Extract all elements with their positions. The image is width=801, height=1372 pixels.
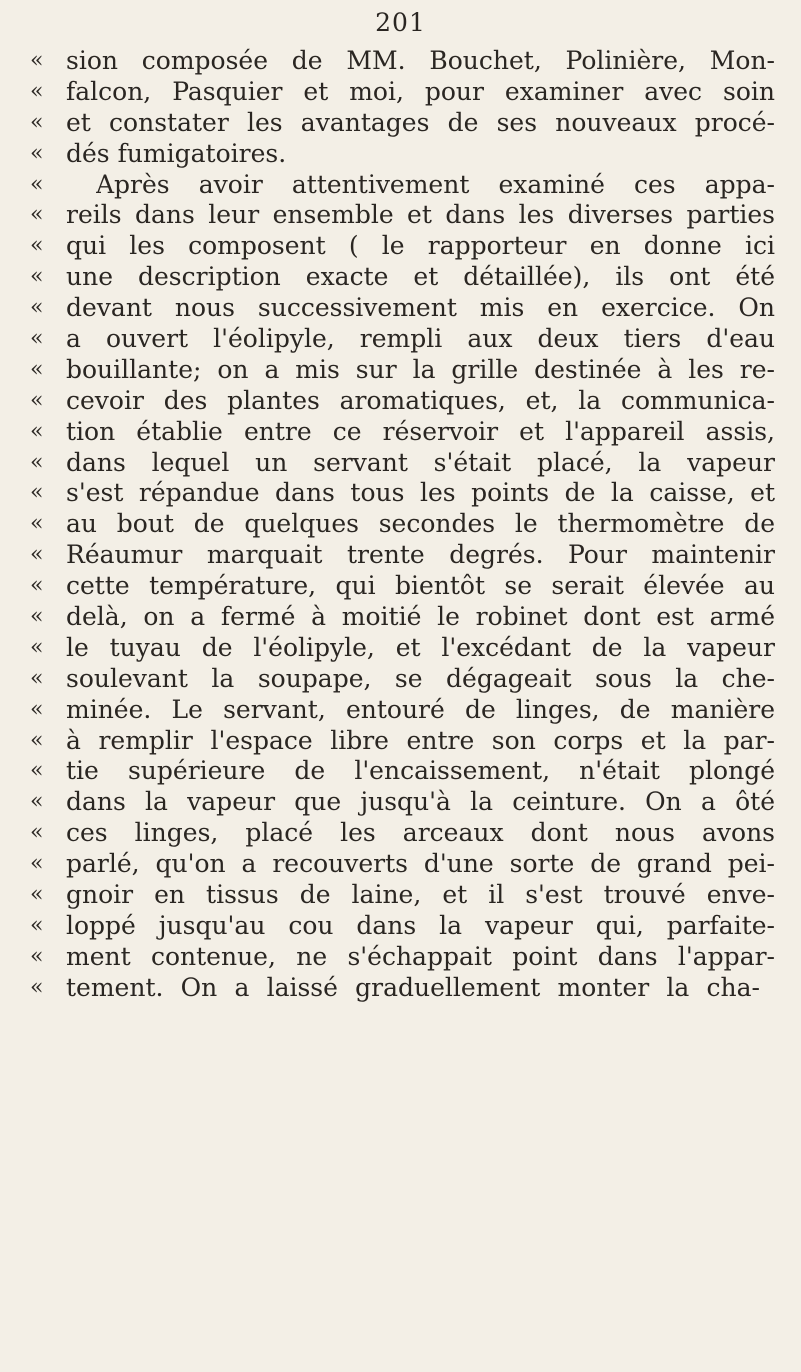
quote-mark: « — [30, 326, 44, 352]
quote-mark: « — [30, 418, 44, 444]
line-text: cette température, qui bientôt se serait élevée au — [66, 571, 775, 601]
line-text: cevoir des plantes aromatiques, et, la communica- — [66, 385, 775, 415]
text-line — [30, 386, 775, 417]
quote-mark: « — [30, 48, 44, 73]
line-text: dans lequel un servant s'était placé, la vapeur — [66, 447, 775, 477]
quote-mark: « — [30, 851, 44, 877]
quote-mark: « — [30, 604, 44, 630]
line-text: falcon, Pasquier et moi, pour examiner avec soin — [66, 76, 775, 106]
line-text: s'est répandue dans tous les points de la caisse, et — [66, 478, 775, 508]
quote-mark: « — [30, 696, 44, 722]
line-text: gnoir en tissus de laine, et il s'est trouvé enve- — [66, 880, 775, 910]
line-text: dés fumigatoires. — [66, 138, 287, 168]
quote-mark: « — [30, 789, 44, 815]
text-line — [30, 571, 775, 602]
line-text: Réaumur marquait trente degrés. Pour maintenir — [66, 540, 775, 570]
text-line — [30, 139, 775, 170]
page-number: 201 — [375, 8, 426, 37]
line-text: delà, on a fermé à moitié le robinet dont est armé — [66, 602, 775, 632]
text-line — [30, 262, 775, 293]
text-line — [30, 787, 775, 818]
quote-mark: « — [30, 356, 44, 382]
quote-mark: « — [30, 264, 44, 290]
quote-mark: « — [30, 171, 44, 197]
text-line — [30, 664, 775, 695]
text-line — [30, 355, 775, 386]
text-line — [30, 880, 775, 911]
quote-mark: « — [30, 943, 44, 969]
quote-mark: « — [30, 665, 44, 691]
line-text: ment contenue, ne s'échappait point dans l'appar- — [66, 941, 775, 971]
quote-mark: « — [30, 882, 44, 908]
quote-mark: « — [30, 912, 44, 938]
line-text: une description exacte et détaillée), ils ont été — [66, 262, 775, 292]
text-line — [30, 973, 775, 1004]
line-text: à remplir l'espace libre entre son corps et la par- — [66, 725, 775, 755]
text-line — [30, 478, 775, 509]
text-line — [30, 695, 775, 726]
line-text: tement. On a laissé graduellement monter la cha- — [66, 972, 760, 1002]
line-text: ces linges, placé les arceaux dont nous avons — [66, 818, 775, 848]
text-line — [30, 911, 775, 942]
line-text: devant nous successivement mis en exercice. On — [66, 293, 775, 323]
text-line — [30, 633, 775, 664]
text-line — [30, 170, 775, 201]
line-text: minée. Le servant, entouré de linges, de manière — [66, 694, 775, 724]
quote-mark: « — [30, 449, 44, 475]
text-line — [30, 417, 775, 448]
quote-mark: « — [30, 109, 44, 135]
text-line — [30, 46, 775, 77]
line-text: parlé, qu'on a recouverts d'une sorte de grand pei- — [66, 849, 775, 879]
quote-mark: « — [30, 634, 44, 660]
quote-mark: « — [30, 820, 44, 846]
text-line — [30, 756, 775, 787]
text-line — [30, 602, 775, 633]
quote-mark: « — [30, 387, 44, 413]
line-text: Après avoir attentivement examiné ces appa- — [96, 169, 775, 199]
line-text: qui les composent ( le rapporteur en donne ici — [66, 231, 775, 261]
text-line — [30, 77, 775, 108]
quote-mark: « — [30, 295, 44, 321]
text-line — [30, 726, 775, 757]
text-line — [30, 231, 775, 262]
quote-mark: « — [30, 202, 44, 228]
text-line — [30, 293, 775, 324]
line-text: reils dans leur ensemble et dans les diverses parties — [66, 200, 775, 230]
quote-mark: « — [30, 511, 44, 537]
line-text: le tuyau de l'éolipyle, et l'excédant de la vapeur — [66, 632, 775, 662]
body-text — [30, 46, 775, 1004]
line-text: loppé jusqu'au cou dans la vapeur qui, parfaite- — [66, 910, 775, 940]
quote-mark: « — [30, 233, 44, 259]
line-text: tie supérieure de l'encaissement, n'était plongé — [66, 756, 775, 786]
text-line — [30, 509, 775, 540]
line-text: au bout de quelques secondes le thermomètre de — [66, 509, 775, 539]
line-text: et constater les avantages de ses nouveaux procé- — [66, 107, 775, 137]
quote-mark: « — [30, 974, 44, 1000]
quote-mark: « — [30, 78, 44, 104]
quote-mark: « — [30, 758, 44, 784]
line-text: bouillante; on a mis sur la grille destinée à les re- — [66, 354, 775, 384]
line-text: soulevant la soupape, se dégageait sous la che- — [66, 663, 775, 693]
text-line — [30, 200, 775, 231]
line-text: a ouvert l'éolipyle, rempli aux deux tiers d'eau — [66, 324, 775, 354]
quote-mark: « — [30, 542, 44, 568]
text-line — [30, 818, 775, 849]
text-line — [30, 324, 775, 355]
quote-mark: « — [30, 480, 44, 506]
text-line — [30, 540, 775, 571]
text-line — [30, 942, 775, 973]
line-text: sion composée de MM. Bouchet, Polinière, Mon- — [66, 46, 775, 75]
line-text: tion établie entre ce réservoir et l'appareil assis, — [66, 416, 775, 446]
quote-mark: « — [30, 573, 44, 599]
line-text: dans la vapeur que jusqu'à la ceinture. On a ôté — [66, 787, 775, 817]
text-line — [30, 448, 775, 479]
text-line — [30, 108, 775, 139]
quote-mark: « — [30, 140, 44, 166]
quote-mark: « — [30, 727, 44, 753]
text-line — [30, 849, 775, 880]
